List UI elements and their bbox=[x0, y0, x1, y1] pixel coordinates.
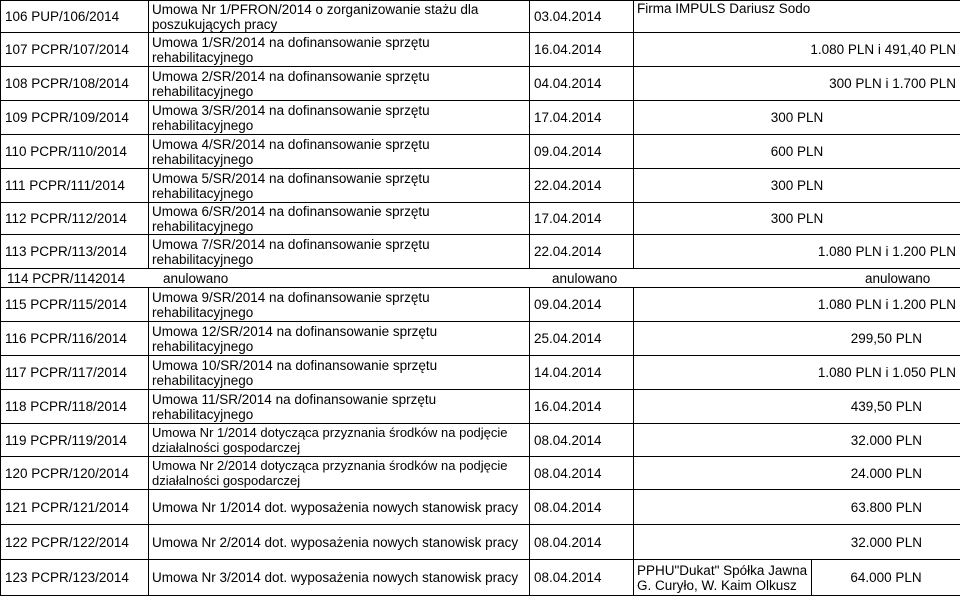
contract-description: Umowa 2/SR/2014 na dofinansowanie sprzętu rehabilitacyjnego bbox=[149, 67, 530, 101]
table-row: 119 PCPR/119/2014 Umowa Nr 1/2014 dotycząca przyznania środków na podjęcie działalności gospodarczej 08.04.2014 32.000 PLN bbox=[1, 424, 960, 457]
contract-amount: 299,50 PLN bbox=[634, 322, 960, 356]
table-row: 107 PCPR/107/2014 Umowa 1/SR/2014 na dofinansowanie sprzętu rehabilitacyjnego 16.04.2014 1.080 PLN i 491,40 PLN bbox=[1, 33, 960, 67]
contract-date: 14.04.2014 bbox=[530, 356, 634, 390]
cancelled-row: 114 PCPR/1142014 anulowano anulowano anulowano bbox=[1, 269, 960, 288]
table-row: 113 PCPR/113/2014 Umowa 7/SR/2014 na dofinansowanie sprzętu rehabilitacyjnego 22.04.2014 1.080 PLN i 1.200 PLN bbox=[1, 235, 960, 269]
contract-date: 09.04.2014 bbox=[530, 135, 634, 169]
contract-date: 22.04.2014 bbox=[530, 169, 634, 203]
row-number: 106 PUP/106/2014 bbox=[1, 1, 149, 33]
contract-description: Umowa 5/SR/2014 na dofinansowanie sprzętu rehabilitacyjnego bbox=[149, 169, 530, 203]
contract-amount: 1.080 PLN i 1.200 PLN bbox=[634, 288, 960, 322]
contract-amount: 300 PLN bbox=[634, 169, 960, 203]
contract-date: 16.04.2014 bbox=[530, 33, 634, 67]
contract-date: 08.04.2014 bbox=[530, 560, 634, 596]
contract-description: Umowa 1/SR/2014 na dofinansowanie sprzętu rehabilitacyjnego bbox=[149, 33, 530, 67]
contract-date: 03.04.2014 bbox=[530, 1, 634, 33]
table-row: 108 PCPR/108/2014 Umowa 2/SR/2014 na dofinansowanie sprzętu rehabilitacyjnego 04.04.2014 300 PLN i 1.700 PLN bbox=[1, 67, 960, 101]
contract-date: 08.04.2014 bbox=[530, 490, 634, 525]
contract-date: 17.04.2014 bbox=[530, 101, 634, 135]
contract-amount: 24.000 PLN bbox=[634, 457, 960, 490]
table-row: 111 PCPR/111/2014 Umowa 5/SR/2014 na dofinansowanie sprzętu rehabilitacyjnego 22.04.2014 300 PLN bbox=[1, 169, 960, 203]
table-row: 116 PCPR/116/2014 Umowa 12/SR/2014 na dofinansowanie sprzętu rehabilitacyjnego 25.04.2014 299,50 PLN bbox=[1, 322, 960, 356]
contract-amount: 32.000 PLN bbox=[634, 424, 960, 457]
contract-date: 08.04.2014 bbox=[530, 424, 634, 457]
contract-amount: 439,50 PLN bbox=[634, 390, 960, 424]
contract-date: 22.04.2014 bbox=[530, 235, 634, 269]
contract-description: Umowa 3/SR/2014 na dofinansowanie sprzętu rehabilitacyjnego bbox=[149, 101, 530, 135]
contract-description: Umowa Nr 2/2014 dot. wyposażenia nowych stanowisk pracy bbox=[149, 525, 530, 560]
contract-amount: 63.800 PLN bbox=[634, 490, 960, 525]
contract-description: Umowa Nr 1/PFRON/2014 o zorganizowanie stażu dla poszukujących pracy bbox=[149, 1, 530, 33]
table-row: 118 PCPR/118/2014 Umowa 11/SR/2014 na dofinansowanie sprzętu rehabilitacyjnego 16.04.2014 439,50 PLN bbox=[1, 390, 960, 424]
contract-date: 17.04.2014 bbox=[530, 203, 634, 235]
cancelled-label: anulowano bbox=[865, 271, 931, 286]
contract-description: Umowa Nr 1/2014 dot. wyposażenia nowych stanowisk pracy bbox=[149, 490, 530, 525]
contract-description: Umowa 10/SR/2014 na dofinansowanie sprzętu rehabilitacyjnego bbox=[149, 356, 530, 390]
contract-description: Umowa Nr 3/2014 dot. wyposażenia nowych stanowisk pracy bbox=[149, 560, 530, 596]
contract-amount: 300 PLN bbox=[634, 101, 960, 135]
contractor-name: PPHU"Dukat" Spółka Jawna G. Curyło, W. Kaim Olkusz bbox=[634, 560, 812, 596]
table-row: 122 PCPR/122/2014 Umowa Nr 2/2014 dot. wyposażenia nowych stanowisk pracy 08.04.2014 32.000 PLN bbox=[1, 525, 960, 560]
table-row: 121 PCPR/121/2014 Umowa Nr 1/2014 dot. wyposażenia nowych stanowisk pracy 08.04.2014 63.800 PLN bbox=[1, 490, 960, 525]
contract-date: 25.04.2014 bbox=[530, 322, 634, 356]
contract-amount: 300 PLN i 1.700 PLN bbox=[634, 67, 960, 101]
contract-date: 04.04.2014 bbox=[530, 67, 634, 101]
contractor-name: Firma IMPULS Dariusz Sodo bbox=[634, 1, 960, 33]
contract-description: Umowa 7/SR/2014 na dofinansowanie sprzętu rehabilitacyjnego bbox=[149, 235, 530, 269]
contract-amount: 1.080 PLN i 1.200 PLN bbox=[634, 235, 960, 269]
contract-date: 16.04.2014 bbox=[530, 390, 634, 424]
contract-description: Umowa 6/SR/2014 na dofinansowanie sprzętu rehabilitacyjnego bbox=[149, 203, 530, 235]
table-row bbox=[1, 269, 960, 288]
contract-date: 08.04.2014 bbox=[530, 457, 634, 490]
contract-amount: 1.080 PLN i 1.050 PLN bbox=[634, 356, 960, 390]
table-row: 109 PCPR/109/2014 Umowa 3/SR/2014 na dofinansowanie sprzętu rehabilitacyjnego 17.04.2014 300 PLN bbox=[1, 101, 960, 135]
contract-amount: 1.080 PLN i 491,40 PLN bbox=[634, 33, 960, 67]
contract-amount: 32.000 PLN bbox=[634, 525, 960, 560]
table-row: 115 PCPR/115/2014 Umowa 9/SR/2014 na dofinansowanie sprzętu rehabilitacyjnego 09.04.2014 1.080 PLN i 1.200 PLN bbox=[1, 288, 960, 322]
contract-date: 08.04.2014 bbox=[530, 525, 634, 560]
contract-description: Umowa 12/SR/2014 na dofinansowanie sprzętu rehabilitacyjnego bbox=[149, 322, 530, 356]
contract-date: 09.04.2014 bbox=[530, 288, 634, 322]
cancelled-label: anulowano bbox=[552, 271, 618, 286]
table-row: 112 PCPR/112/2014 Umowa 6/SR/2014 na dofinansowanie sprzętu rehabilitacyjnego 17.04.2014 300 PLN bbox=[1, 203, 960, 235]
contract-description: Umowa 4/SR/2014 na dofinansowanie sprzętu rehabilitacyjnego bbox=[149, 135, 530, 169]
contract-amount: 300 PLN bbox=[634, 203, 960, 235]
contract-description: Umowa Nr 2/2014 dotycząca przyznania środków na podjęcie działalności gospodarczej bbox=[149, 457, 530, 490]
table-row: 110 PCPR/110/2014 Umowa 4/SR/2014 na dofinansowanie sprzętu rehabilitacyjnego 09.04.2014 600 PLN bbox=[1, 135, 960, 169]
table-row: 123 PCPR/123/2014 Umowa Nr 3/2014 dot. wyposażenia nowych stanowisk pracy 08.04.2014 PPHU"Dukat" Spółka Jawna G. Curyło, W. Kaim Olkusz 64.000 PLN bbox=[1, 560, 960, 596]
table-row: 120 PCPR/120/2014 Umowa Nr 2/2014 dotycząca przyznania środków na podjęcie działalności gospodarczej 08.04.2014 24.000 PLN bbox=[1, 457, 960, 490]
contract-description: Umowa Nr 1/2014 dotycząca przyznania środków na podjęcie działalności gospodarczej bbox=[149, 424, 530, 457]
cancelled-label: anulowano bbox=[163, 271, 229, 286]
contract-amount: 64.000 PLN bbox=[812, 560, 960, 596]
contract-description: Umowa 11/SR/2014 na dofinansowanie sprzętu rehabilitacyjnego bbox=[149, 390, 530, 424]
table-row bbox=[1, 1, 960, 33]
contract-description: Umowa 9/SR/2014 na dofinansowanie sprzętu rehabilitacyjnego bbox=[149, 288, 530, 322]
table-row: 117 PCPR/117/2014 Umowa 10/SR/2014 na dofinansowanie sprzętu rehabilitacyjnego 14.04.2014 1.080 PLN i 1.050 PLN bbox=[1, 356, 960, 390]
contract-amount: 600 PLN bbox=[634, 135, 960, 169]
